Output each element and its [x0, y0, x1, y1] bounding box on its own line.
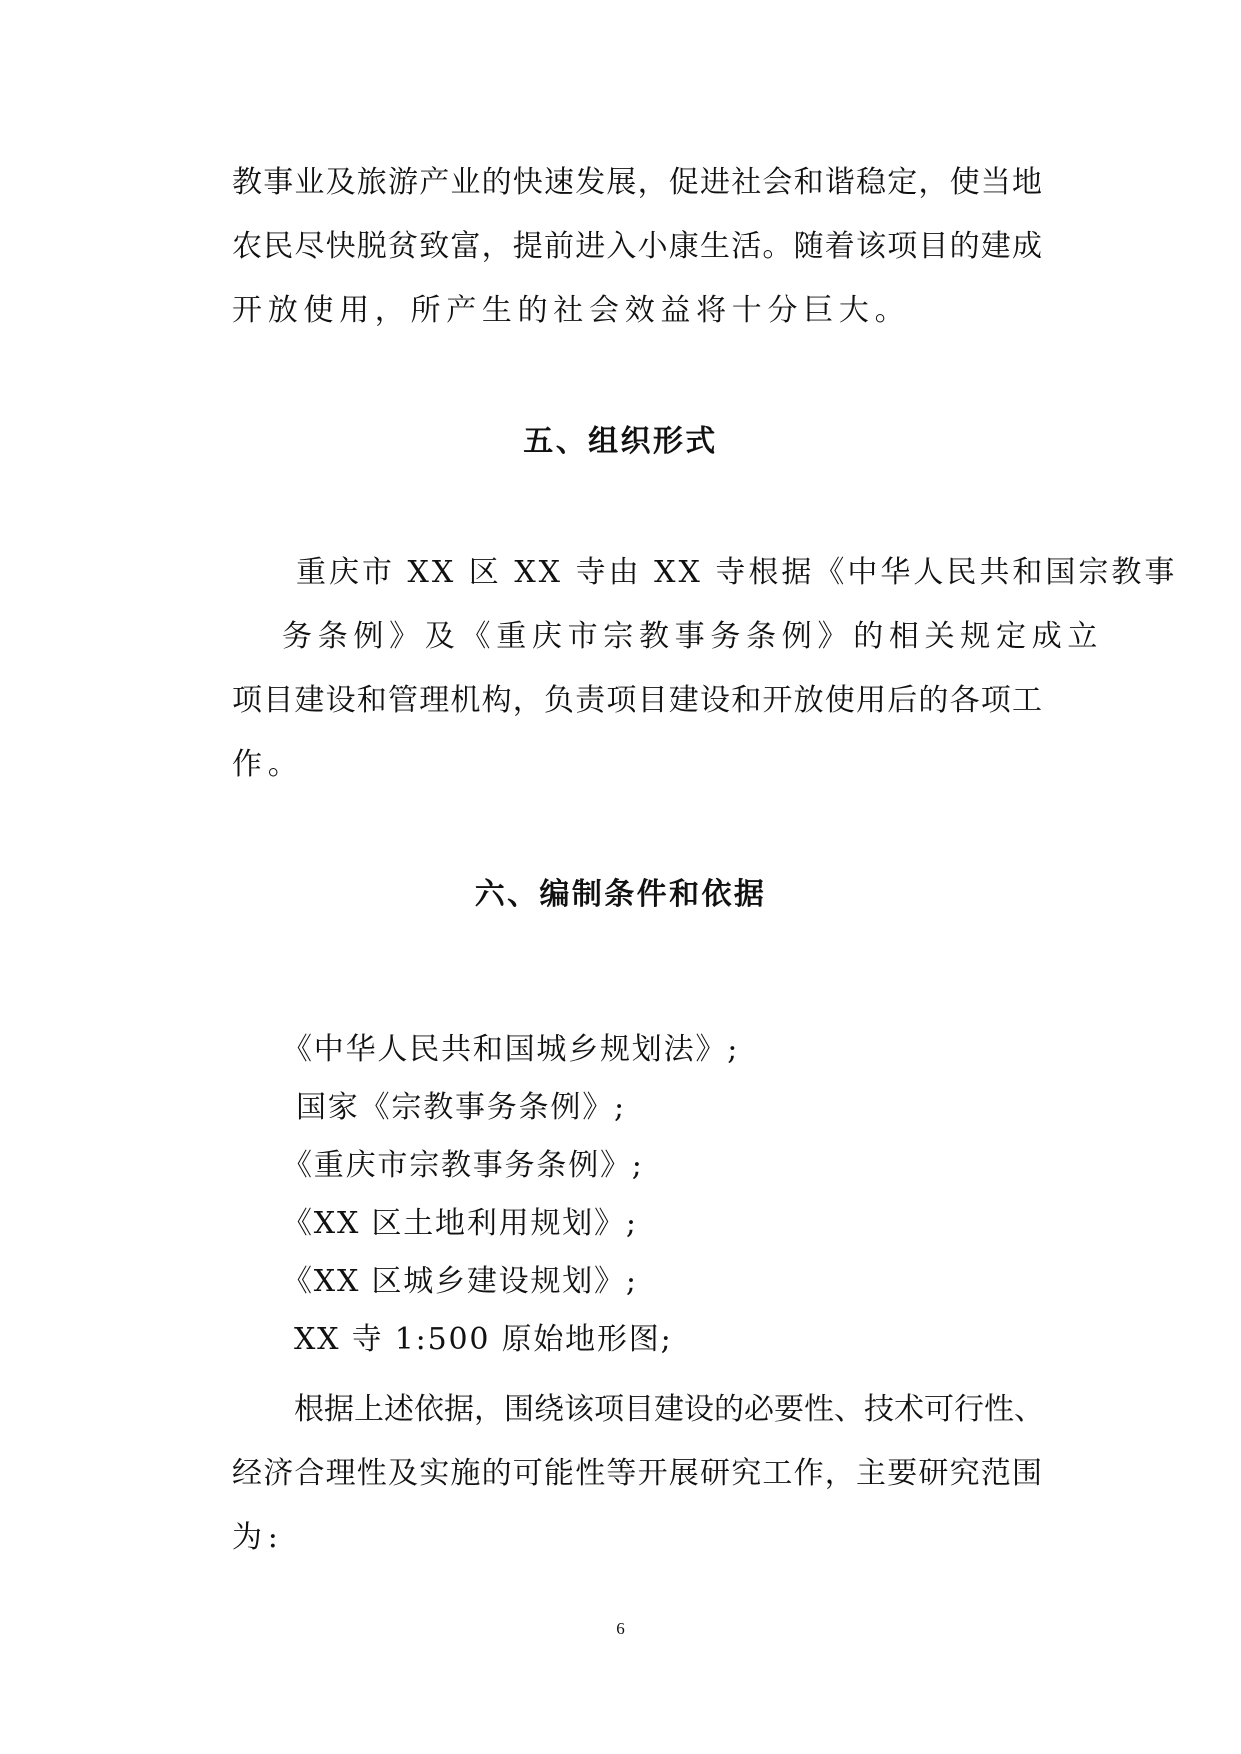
paragraph-line: 根据上述依据，围绕该项目建设的必要性、技术可行性、 [294, 1392, 1044, 1427]
basis-item: 《重庆市宗教事务条例》; [282, 1148, 644, 1183]
section-heading-basis: 六、编制条件和依据 [474, 877, 767, 912]
basis-item: 《XX 区城乡建设规划》; [282, 1264, 638, 1299]
page-number: 6 [616, 1619, 625, 1638]
paragraph-line: 为: [232, 1520, 284, 1555]
paragraph-line: 务条例》及《重庆市宗教事务条例》的相关规定成立 [282, 619, 1104, 654]
paragraph-line: 作。 [232, 747, 304, 782]
paragraph-line: 农民尽快脱贫致富，提前进入小康生活。随着该项目的建成 [232, 229, 1042, 264]
section-heading-organization: 五、组织形式 [523, 424, 718, 459]
paragraph-line: 重庆市 XX 区 XX 寺由 XX 寺根据《中华人民共和国宗教事 [296, 555, 1178, 590]
basis-item: 《XX 区土地利用规划》; [282, 1206, 638, 1241]
paragraph-line: 项目建设和管理机构，负责项目建设和开放使用后的各项工 [232, 683, 1042, 718]
paragraph-line: 开放使用，所产生的社会效益将十分巨大。 [232, 293, 911, 328]
paragraph-line: 经济合理性及实施的可能性等开展研究工作，主要研究范围 [232, 1456, 1042, 1491]
basis-item: 国家《宗教事务条例》; [296, 1090, 626, 1125]
basis-item: XX 寺 1:500 原始地形图; [294, 1322, 673, 1357]
paragraph-line: 教事业及旅游产业的快速发展，促进社会和谐稳定，使当地 [232, 165, 1042, 200]
basis-item: 《中华人民共和国城乡规划法》; [282, 1032, 740, 1067]
